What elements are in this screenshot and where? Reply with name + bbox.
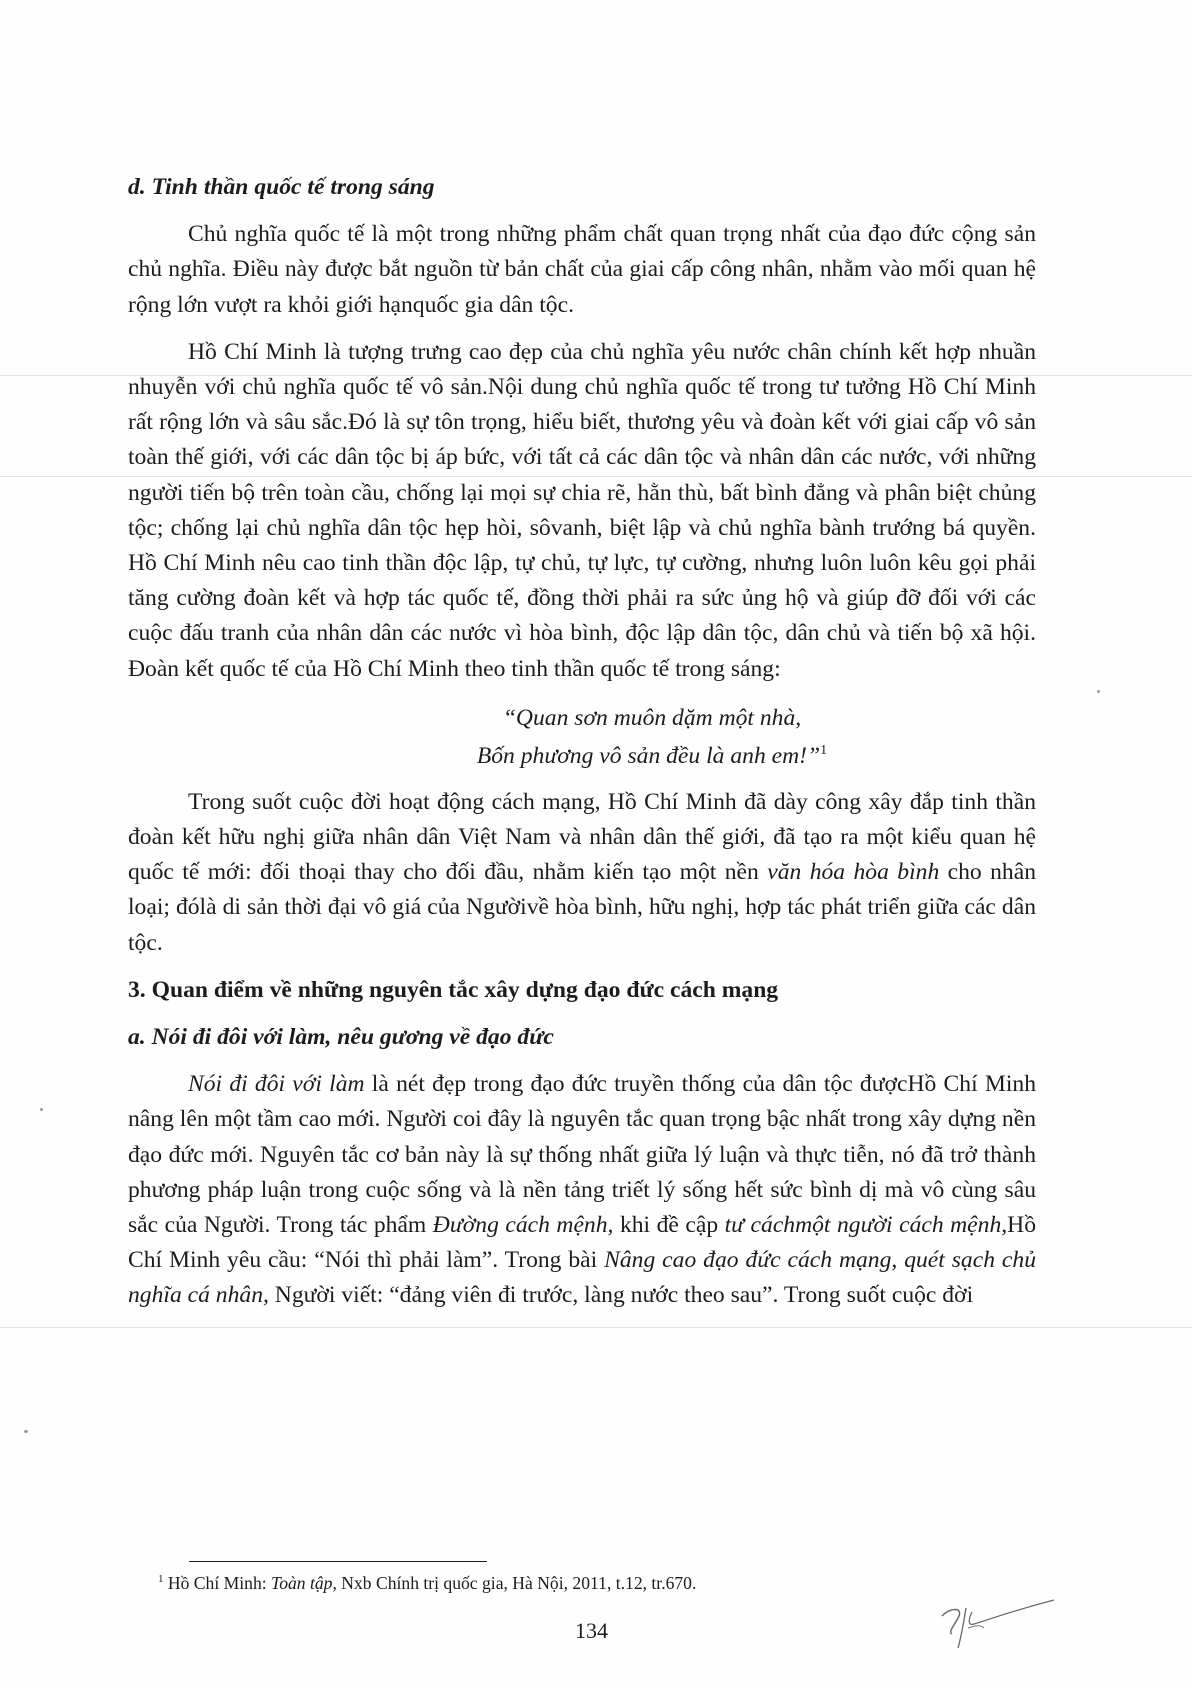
scan-line	[0, 1327, 1192, 1328]
section-3a-subheading: a. Nói đi đôi với làm, nêu gương về đạo đức	[128, 1024, 554, 1051]
page-number: 134	[575, 1618, 608, 1643]
footnote-reference: 1	[820, 742, 828, 758]
section-d-paragraph-2: Hồ Chí Minh là tượng trưng cao đẹp của chủ nghĩa yêu nước chân chính kết hợp nhuần nhuyễn với chủ nghĩa quốc tế vô sản.Nội dung chủ nghĩa quốc tế trong tư tưởng Hồ Chí Minh rất rộng lớn và sâu sắc.Đó là sự tôn trọng, hiểu biết, thương yêu và đoàn kết với giai cấp vô sản toàn thế giới, với các dân tộc bị áp bức, với tất cả các dân tộc và nhân dân các nước, với những người tiến bộ trên toàn cầu, chống lại mọi sự chia rẽ, hằn thù, bất bình đẳng và phân biệt chủng tộc; chống lại chủ nghĩa dân tộc hẹp hòi, sôvanh, biệt lập và chủ nghĩa bành trướng bá quyền. Hồ Chí Minh nêu cao tinh thần độc lập, tự chủ, tự lực, tự cường, nhưng luôn luôn kêu gọi phải tăng cường đoàn kết và hợp tác quốc tế, đồng thời phải ra sức ủng hộ và giúp đỡ đối với các cuộc đấu tranh của nhân dân các nước vì hòa bình, độc lập dân tộc, dân chủ và tiến bộ xã hội. Đoàn kết quốc tế của Hồ Chí Minh theo tinh thần quốc tế trong sáng:	[128, 338, 1036, 682]
paragraph-3-italic: văn hóa hòa bình	[767, 859, 940, 886]
italic-phrase-1: Nói đi đôi với làm	[188, 1071, 365, 1098]
section-d-paragraph-1: Chủ nghĩa quốc tế là một trong những phẩm chất quan trọng nhất của đạo đức cộng sản chủ nghĩa. Điều này được bắt nguồn từ bản chất của giai cấp công nhân, nhằm vào mối quan hệ rộng lớn vượt ra khỏi giới hạnquốc gia dân tộc.	[128, 221, 1036, 318]
italic-phrase-2: Đường cách mệnh,	[432, 1212, 614, 1239]
footnote	[158, 1572, 1018, 1594]
handwritten-signature	[928, 1594, 1058, 1654]
section-3a-paragraph	[128, 1067, 1036, 1313]
scan-speck	[24, 1430, 28, 1433]
text-run-2: khi đề cập	[613, 1212, 725, 1239]
poem-line-1: “Quan sơn muôn dặm một nhà,	[502, 704, 802, 731]
footnote-author: Hồ Chí Minh:	[163, 1573, 272, 1593]
footnote-publisher: Nxb Chính trị quốc gia, Hà Nội, 2011, t.12, tr.670.	[336, 1573, 697, 1593]
text-run-3: Hồ Chí Minh yêu cầu: “Nói thì phải làm”. Trong bài	[128, 1212, 1036, 1274]
poem-line-2-text: Bốn phương vô sản đều là anh em!”	[476, 742, 821, 769]
main-content	[128, 170, 1036, 1314]
text-run-1: là nét đẹp trong đạo đức truyền thống của dân tộc đượcHồ Chí Minh nâng lên một tầm cao mới. Người coi đây là nguyên tắc quan trọng bậc nhất trong xây dựng nền đạo đức mới. Nguyên tắc cơ bản này là sự thống nhất giữa lý luận và thực tiễn, nó đã trở thành phương pháp luận trong cuộc sống và là nền tảng triết lý sống hết sức bình dị mà vô cùng sâu sắc của Người. Trong tác phẩm	[128, 1071, 1036, 1239]
section-d-heading: d. Tinh thần quốc tế trong sáng	[128, 174, 435, 200]
paragraph-3-text-a: Trong suốt cuộc đời hoạt động cách mạng, Hồ Chí Minh đã dày công xây đắp tinh thần đoàn kết hữu nghị giữa nhân dân Việt Nam và nhân dân thế giới, đã tạo ra một kiểu quan hệ quốc tế mới: đối thoại thay cho đối đầu, nhằm kiến tạo một nền	[128, 788, 1036, 886]
section-3-heading: 3. Quan điểm về những nguyên tắc xây dựng đạo đức cách mạng	[128, 976, 779, 1003]
footnote-title: Toàn tập,	[271, 1573, 337, 1593]
italic-phrase-4: Nâng cao đạo đức cách mạng, quét sạch chủ nghĩa cá nhân,	[128, 1247, 1036, 1309]
paragraph-3-text-b: cho nhân loại; đólà di sản thời đại vô giá của Ngườivề hòa bình, hữu nghị, hợp tác phát triển giữa các dân tộc.	[128, 859, 1036, 956]
poem-quote	[128, 699, 1036, 775]
scan-speck	[40, 1108, 43, 1111]
scan-speck	[1097, 690, 1100, 693]
footnote-divider	[189, 1561, 487, 1562]
italic-phrase-3: tư cáchmột người cách mệnh,	[724, 1212, 1008, 1239]
poem-line-2	[128, 737, 1036, 775]
footnote-mark: 1	[158, 1573, 164, 1586]
section-d-paragraph-3	[128, 785, 1036, 961]
text-run-4: Người viết: “đảng viên đi trước, làng nước theo sau”. Trong suốt cuộc đời	[268, 1282, 974, 1309]
